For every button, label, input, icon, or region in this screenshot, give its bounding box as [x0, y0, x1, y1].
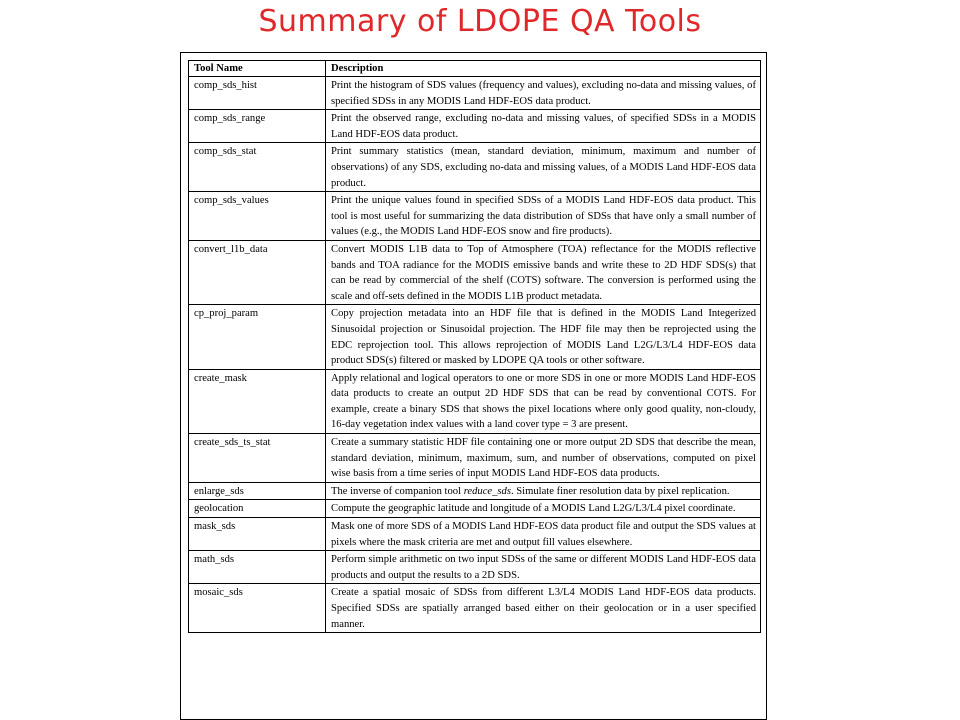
table-row [189, 551, 761, 584]
table-row [189, 77, 761, 110]
tool-name-cell: comp_sds_range [189, 110, 326, 143]
slide-title: Summary of LDOPE QA Tools [258, 4, 702, 39]
tools-table-frame [180, 52, 767, 720]
tool-description-cell: Copy projection metadata into an HDF file that is defined in the MODIS Land Integerized Sinusoidal projection or Sinusoidal projection. The HDF file may then be reprojected using the EDC reprojection tool. This allows reprojection of MODIS Land L2G/L3/L4 HDF-EOS data product SDS(s) filtered or masked by LDOPE QA tools or other software. [326, 305, 761, 369]
tools-table [188, 60, 761, 633]
tool-name-cell: comp_sds_stat [189, 143, 326, 192]
table-row [189, 143, 761, 192]
tool-description-cell: Print the unique values found in specified SDSs of a MODIS Land HDF-EOS data product. This tool is most useful for summarizing the data distribution of SDSs that have only a small number of values (e.g., the MODIS Land HDF-EOS snow and fire products). [326, 192, 761, 241]
tool-name-cell: create_sds_ts_stat [189, 434, 326, 483]
tool-description-cell: Convert MODIS L1B data to Top of Atmosphere (TOA) reflectance for the MODIS reflective bands and TOA radiance for the MODIS emissive bands and write these to 2D HDF SDS(s) that can be read by commercial of the shelf (COTS) software. The conversion is performed using the scale and off-sets defined in the MODIS L1B product metadata. [326, 240, 761, 304]
table-header-row [189, 61, 761, 77]
table-row [189, 192, 761, 241]
tool-name-cell: geolocation [189, 500, 326, 518]
desc-text: The inverse of companion tool [331, 485, 464, 497]
table-row [189, 584, 761, 633]
tool-description-cell: Print the histogram of SDS values (frequency and values), excluding no-data and missing values, of specified SDSs in any MODIS Land HDF-EOS data product. [326, 77, 761, 110]
table-row [189, 110, 761, 143]
tool-description-cell: Print the observed range, excluding no-data and missing values, of specified SDSs in a MODIS Land HDF-EOS data product. [326, 110, 761, 143]
tool-name-cell: mask_sds [189, 518, 326, 551]
tool-description-cell [326, 482, 761, 500]
tool-description-cell: Create a spatial mosaic of SDSs from different L3/L4 MODIS Land HDF-EOS data products. Specified SDSs are spatially arranged based either on their geolocation or in a user specified manner. [326, 584, 761, 633]
table-row [189, 305, 761, 369]
tool-description-cell: Mask one of more SDS of a MODIS Land HDF-EOS data product file and output the SDS values at pixels where the mask criteria are met and output fill values elsewhere. [326, 518, 761, 551]
desc-text: . Simulate finer resolution data by pixel replication. [510, 485, 730, 497]
header-description: Description [326, 61, 761, 77]
tool-name-cell: create_mask [189, 369, 326, 433]
tool-description-cell: Compute the geographic latitude and longitude of a MODIS Land L2G/L3/L4 pixel coordinate. [326, 500, 761, 518]
desc-emphasis: reduce_sds [463, 485, 511, 497]
tool-description-cell: Apply relational and logical operators to one or more SDS in one or more MODIS Land HDF-EOS data products to create an output 2D HDF SDS that can be read by conventional COTS. For example, create a binary SDS that shows the pixel locations where only good quality, non-cloudy, 16-day vegetation index values with a land cover type = 3 are present. [326, 369, 761, 433]
tool-description-cell: Print summary statistics (mean, standard deviation, minimum, maximum and number of observations) of any SDS, excluding no-data and missing values, of a MODIS Land HDF-EOS data product. [326, 143, 761, 192]
tool-name-cell: enlarge_sds [189, 482, 326, 500]
tool-name-cell: cp_proj_param [189, 305, 326, 369]
tool-name-cell: comp_sds_hist [189, 77, 326, 110]
tool-description-cell: Create a summary statistic HDF file containing one or more output 2D SDS that describe the mean, standard deviation, minimum, maximum, sum, and number of observations, computed on pixel wise basis from a time series of input MODIS Land HDF-EOS data products. [326, 434, 761, 483]
tool-description-cell: Perform simple arithmetic on two input SDSs of the same or different MODIS Land HDF-EOS data products and output the results to a 2D SDS. [326, 551, 761, 584]
table-row [189, 482, 761, 500]
table-row [189, 240, 761, 304]
table-row [189, 500, 761, 518]
table-row [189, 434, 761, 483]
tool-name-cell: comp_sds_values [189, 192, 326, 241]
table-row [189, 518, 761, 551]
header-tool-name: Tool Name [189, 61, 326, 77]
table-row [189, 369, 761, 433]
tool-name-cell: convert_l1b_data [189, 240, 326, 304]
tool-name-cell: mosaic_sds [189, 584, 326, 633]
tool-name-cell: math_sds [189, 551, 326, 584]
